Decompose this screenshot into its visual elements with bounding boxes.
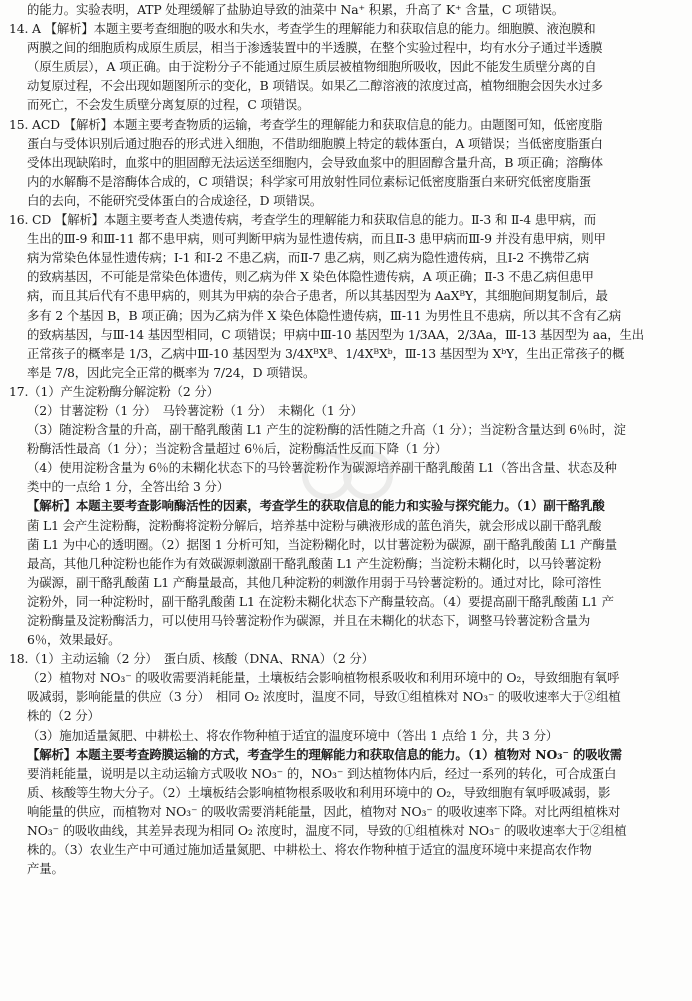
text-line: 【解析】本题主要考查影响酶活性的因素，考查学生的获取信息的能力和实验与探究能力。（1）副干酪乳酸 [27,498,605,514]
text-line: 15. ACD 【解析】本题主要考查物质的运输，考查学生的理解能力和获取信息的能力。由题图可知，低密度脂 [9,116,603,132]
text-line: 生出的Ⅲ-9 和Ⅲ-11 都不患甲病，则可判断甲病为显性遗传病，而且Ⅱ-3 患甲病而Ⅲ-9 并没有患甲病，则甲 [27,231,606,247]
text-line: 16. CD 【解析】本题主要考查人类遗传病，考查学生的理解能力和获取信息的能力。Ⅱ-3 和 Ⅱ-4 患甲病，而 [9,212,597,228]
text-line: 多有 2 个基因 B，B 项正确；因为乙病为伴 X 染色体隐性遗传病，Ⅲ-11 为男性且不患病，所以其不含有乙病 [27,307,622,323]
text-line: 株的（2 分） [27,708,100,724]
text-line: NO₃⁻ 的吸收曲线，其差异表现为相同 O₂ 浓度时，温度不同，导致的①组植株对 NO₃⁻ 的吸收速率大于②组植 [27,823,627,839]
text-line: 18.（1）主动运输（2 分） 蛋白质、核酸（DNA、RNA）（2 分） [9,651,374,667]
text-line: 类中的一点给 1 分，全答出给 3 分） [27,479,229,495]
text-line: 动复原过程，不会出现如题图所示的变化，B 项错误。如果乙二醇溶液的浓度过高，植物细胞会因失水过多 [27,78,603,94]
text-line: 为碳源，副干酪乳酸菌 L1 产酶量最高，其他几种淀粉的刺激作用弱于马铃薯淀粉的。通过对比，除可溶性 [27,574,602,590]
text-line: 17.（1）产生淀粉酶分解淀粉（2 分） [9,383,219,399]
text-line: 【解析】本题主要考查跨膜运输的方式，考查学生的理解能力和获取信息的能力。（1）植物对 NO₃⁻ 的吸收需 [27,746,622,762]
text-line: 病为常染色体显性遗传病；Ⅰ-1 和Ⅰ-2 不患乙病，而Ⅱ-7 患乙病，则乙病为隐性遗传病，且Ⅰ-2 不携带乙病 [27,250,590,266]
text-line: 吸减弱，影响能量的供应（3 分） 相同 O₂ 浓度时，温度不同，导致①组植株对 NO₃⁻ 的吸收速率大于②组植 [27,689,621,705]
text-line: 最高，其他几种淀粉也能作为有效碳源刺激副干酪乳酸菌 L1 产生淀粉酶；当淀粉未糊化时，以马铃薯淀粉 [27,555,602,571]
text-line: 质、核酸等生物大分子。（2）土壤板结会影响植物根系吸收和利用环境中的 O₂，导致细胞有氧呼吸减弱，影 [27,784,611,800]
text-line: （2）甘薯淀粉（1 分） 马铃薯淀粉（1 分） 未糊化（1 分） [27,402,363,418]
text-line: （2）植物对 NO₃⁻ 的吸收需要消耗能量，土壤板结会影响植物根系吸收和利用环境中的 O₂，导致细胞有氧呼 [27,670,620,686]
text-line: 的能力。实验表明，ATP 处理缓解了盐胁迫导致的油菜中 Na⁺ 积累，升高了 K⁺ 含量，C 项错误。 [27,2,564,17]
text-line: 淀粉外，同一种淀粉时，副干酪乳酸菌 L1 在淀粉未糊化状态下产酶量较高。（4）要提高副干酪乳酸菌 L1 产 [27,593,614,609]
text-line: 内的水解酶不是溶酶体合成的，C 项错误；科学家可用放射性同位素标记低密度脂蛋白来研究低密度脂蛋 [27,173,591,189]
text-line: 株的。（3）农业生产中可通过施加适量氮肥、中耕松土、将农作物种植于适宜的温度环境中来提高农作物 [27,842,592,858]
text-line: 病，而且其后代有不患甲病的，则其为甲病的杂合子患者，所以其基因型为 AaXᴮY，其细胞间期复制后，最 [27,288,608,304]
text-line: 要消耗能量，说明是以主动运输方式吸收 NO₃⁻ 的，NO₃⁻ 到达植物体内后，经过一系列的转化，可合成蛋白 [27,765,617,781]
text-line: 而死亡，不会发生质壁分离复原的过程，C 项错误。 [27,97,310,113]
text-line: 产量。 [27,861,64,877]
text-line: 正常孩子的概率是 1/3，乙病中Ⅲ-10 基因型为 3/4XᴮXᴮ、1/4XᴮXᵇ，Ⅲ-13 基因型为 XᵇY，生出正常孩子的概 [27,345,625,361]
text-line: 菌 L1 会产生淀粉酶，淀粉酶将淀粉分解后，培养基中淀粉与碘液形成的蓝色消失，就会形成以副干酪乳酸 [27,517,602,533]
text-line: 受体出现缺陷时，血浆中的胆固醇无法运送至细胞内，会导致血浆中的胆固醇含量升高，B 项正确；溶酶体 [27,154,603,170]
text-line: 粉酶活性最高（1 分）；当淀粉含量超过 6％后，淀粉酶活性反而下降（1 分） [27,441,448,457]
text-line: 两膜之间的细胞质构成原生质层，相当于渗透装置中的半透膜，在整个实验过程中，均有水分子通过半透膜 [27,40,603,56]
text-line: （4）使用淀粉含量为 6％的未糊化状态下的马铃薯淀粉作为碳源培养副干酪乳酸菌 L1（答出含量、状态及种 [27,460,617,476]
text-line: 的致病基因，不可能是常染色体遗传，则乙病为伴 X 染色体隐性遗传病，A 项正确；Ⅱ-3 不患乙病但患甲 [27,269,594,285]
text-line: 淀粉酶量及淀粉酶活力，可以使用马铃薯淀粉作为碳源，并且在未糊化的状态下，调整马铃薯淀粉含量为 [27,613,591,628]
text-line: 蛋白与受体识别后通过胞吞的形式进入细胞，不借助细胞膜上特定的载体蛋白，A 项错误；当低密度脂蛋白 [27,135,603,151]
text-line: 14. A 【解析】本题主要考查细胞的吸水和失水，考查学生的理解能力和获取信息的能力。细胞膜、液泡膜和 [9,21,596,37]
text-line: 菌 L1 为中心的透明圈。（2）据图 1 分析可知，当淀粉糊化时，以甘薯淀粉为碳源，副干酪乳酸菌 L1 产酶量 [27,536,617,552]
text-line: （3）随淀粉含量的升高，副干酪乳酸菌 L1 产生的淀粉酶的活性随之升高（1 分）；当淀粉含量达到 6％时，淀 [27,422,626,438]
text-line: 率是 7/8，因此完全正常的概率为 7/24，D 项错误。 [27,364,316,380]
text-line: 响能量的供应，而植物对 NO₃⁻ 的吸收需要消耗能量，因此，植物对 NO₃⁻ 的吸收速率下降。对比两组植株对 [27,803,621,819]
text-line: 6％，效果最好。 [27,632,121,648]
text-line: （原生质层），A 项正确。由于淀粉分子不能通过原生质层被植物细胞所吸收，因此不能发生质壁分离的自 [27,59,597,75]
text-line: （3）施加适量氮肥、中耕松土、将农作物种植于适宜的温度环境中（答出 1 点给 1 分，共 3 分） [27,727,559,743]
answer-text-body [9,0,682,878]
text-line: 的致病基因，与Ⅲ-14 基因型相同，C 项错误；甲病中Ⅲ-10 基因型为 1/3AA，2/3Aa，Ⅲ-13 基因型为 aa，生出 [27,326,644,342]
text-line: 白的去向，不能研究受体蛋白的合成途径，D 项错误。 [27,192,323,208]
